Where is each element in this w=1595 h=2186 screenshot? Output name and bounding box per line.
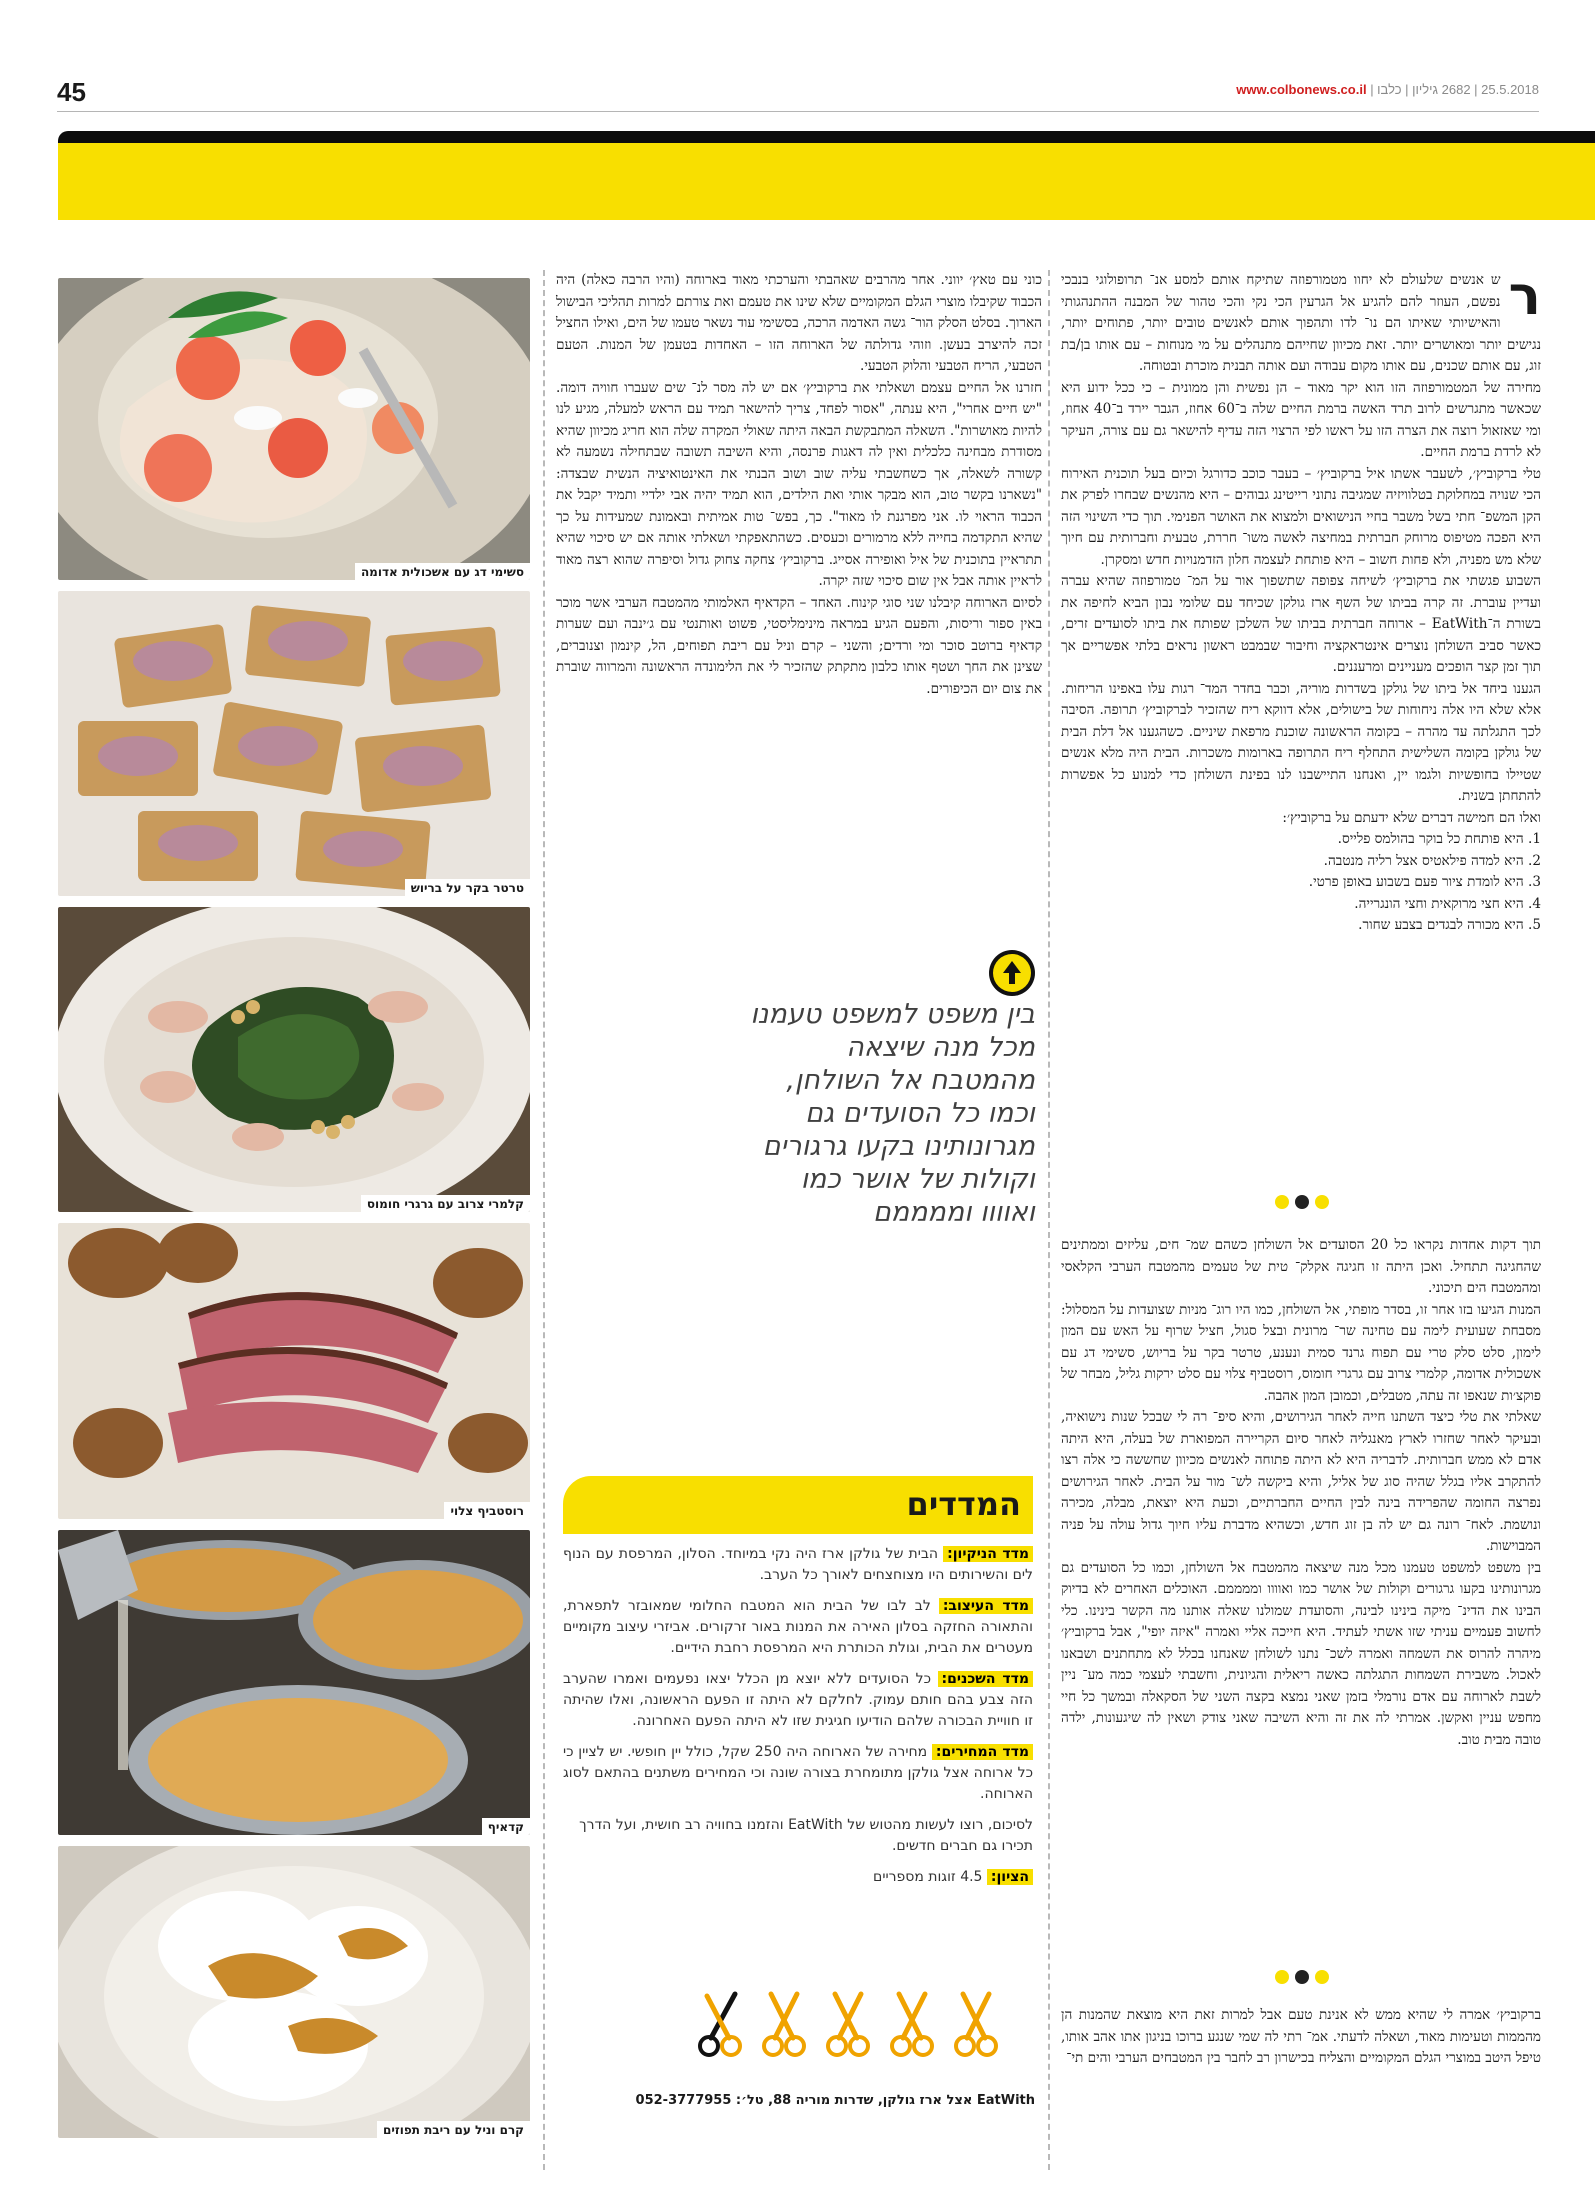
metrics-header: [563, 1476, 1033, 1534]
list-item: 4. היא חצי מרוקאית וחצי הונגרייה.: [1354, 895, 1541, 912]
metric-cleanliness: [563, 1544, 1033, 1586]
article-column-middle: [556, 270, 1042, 700]
photo-caption: קרם וניל עם ריבת תפוזים: [377, 2121, 530, 2138]
metric-label: מדד הניקיון:: [943, 1546, 1033, 1562]
article-column-right-end: [1061, 2005, 1541, 2070]
section-divider-stars: [1275, 1195, 1329, 1209]
article-paragraph: לסיום הארוחה קיבלנו שני סוגי קינוח. האחד – הקדאיף האלמותי מהמטבח הערבי אשר מוכר באין ספור וריסות, והפעם הגיע במראה מינימליסטי, פשוט ואותנטי עם ג׳ינבה ועם שערות קדאיף ברוטב סוכר ומי ורדים; והשני – קרם וניל עם ריבת תפוחים, הל, קינמון וצנוברים, שצינן את החך ושטף אותו כלבון מתקתק שהזכיר לי את הלימונדה הראשונה והמרווה שוברת את צום יום הכיפורים.: [556, 594, 1042, 697]
page-header: [57, 72, 1539, 112]
article-paragraph: טלי ברקוביץ׳, לשעבר אשתו איל ברקוביץ׳ – בעבר כוכב כדורגל וכיום בעל תוכנית האירוח הכי שנויה במחלוקת בטלוויזיה שמגיבה נתוני רייטינג גבוהים – היא מהנשים שבחרו לפרק את הקן המשפ־ חתי בשל משבר בחיי הנישואים ולמצוא את האושר הפנימי. תוך כדי השינוי הזה היא הפכה מטיפוס מרוחק חברתית במחיצה לאשה משו־ חררת, טבעית וחברותית עם חיוך שלא מש מפניה, ולא פחות חשוב – היא פותחת לעצמה חלון הזדמנויות חדש ומסקרן.: [1061, 465, 1541, 568]
article-paragraph: ברקוביץ׳ אמרה לי שהיא ממש לא אנינת טעם אבל למרות זאת היא מוצאת שהמנות הן מהממות וטעימות מאוד, ושאלה לדעתי. אמ־ רתי לה שמי שנגע ברוכו בניגון אתו אהב אותו, טיפל היטב במוצרי הגלם המקומיים והצליח בכישרון רב לחבר בין המטבחים הערבי והים תי־: [1061, 2007, 1541, 2066]
scissors-icon: [695, 1990, 745, 2064]
scissors-icon: [759, 1990, 809, 2064]
list-item: 3. היא לומדת ציור פעם בשבוע באופן פרטי.: [1308, 874, 1541, 890]
score-label: הציון:: [987, 1869, 1033, 1885]
metrics-title: המדדים: [906, 1485, 1021, 1523]
metric-label: מדד העיצוב:: [939, 1598, 1033, 1614]
scissors-icon: [823, 1990, 873, 2064]
metric-design: [563, 1596, 1033, 1659]
article-paragraph: הגענו ביחד אל ביתו של גולקן בשדרות מוריה, וכבר בחדר המד־ רגות עלו באפינו הריחות. אלא שלא היו אלה ניחוחות של בישולים, אלא דווקא ריח שהזכיר לברקוביץ׳ תרופה. הסיבה לכך התגלתה עד מהרה – בקומה הראשונה שוכנת מרפאת שיניים. כשהגענו אל דלת הבית של גולקן בקומה השלישית התחלף ריח התרופה בארומות משכרות. הבית היה מלא אנשים שטיילו בחופשיות ולגמו יין, ואנחנו התיישבנו לנו בפינת השולחן כדי למנוע כל אפשרות להתחתן בשנית.: [1061, 680, 1541, 804]
photo-caption: סשימי דג עם אשכולית אדומה: [355, 563, 530, 580]
metric-text: מחירה של הארוחה היה 250 שקל, כולל יין חופשי. יש לציין כי כל ארוחה אצל גולקן מתומחרת בצורה שונה וכי המחירים משתנים בהתאם לסוג הארוחה.: [563, 1744, 1033, 1802]
list-item: 5. היא מכורה לבגדים בצבע שחור.: [1358, 917, 1541, 933]
photo-caption: רוסטביף צלוי: [444, 1502, 530, 1519]
star-dot-icon: [1275, 1195, 1289, 1209]
photo-caption: טרטר בקר על בריוש: [405, 879, 530, 896]
column-divider: [543, 270, 545, 2170]
facts-list: [1061, 829, 1541, 937]
masthead: [1236, 82, 1539, 97]
yellow-title-band: [58, 143, 1595, 220]
list-item: 1. היא פותחת כל בוקר בהולמס פלייס.: [1337, 831, 1541, 847]
article-column-right-continued: [1061, 1235, 1541, 1751]
list-item: 2. היא למדה פילאטיס אצל רליה מנטבה.: [1323, 852, 1541, 869]
metrics-summary: לסיכום, רוצו לעשות מהטוש של EatWith והזמנו בחוויה רב חושית, ועל הדרך תכירו גם חברים חדשים.: [579, 1817, 1033, 1854]
article-paragraph: המנות הגיעו בזו אחר זו, בסדר מופתי, אל השולחן, כמו היו רוג־ מניות שצועדות על המסלול: מסבחת שעועית לימה עם טחינה שר־ מרונית ובצל סגול, חציל שרוף על האש עם המון לימון, סלט סלק טרי עם תפוח גרנד סמית ונענע, טרטר בקר על בריוש, סשימי דג עם אשכולית אדומה, קלמרי צרוב עם גרגרי חומוס, רוסטביף צלוי עם סלט ירקות גליל, מבחר של פוקצ׳ות שנאפו זה עתה, מטבלים, וכמובן המון אהבה.: [1061, 1301, 1541, 1404]
article-paragraph: בין משפט למשפט טעמנו מכל מנה שיצאה מהמטבח אל השולחן, וכמו כל הסועדים גם מגרונותינו בקעו גרגורים וקולות של אושר כמו ואוווו וממממם. האוכלים האחרים לא בדיוק הבינו את הדינ־ מיקה בינינו לבינה, והסועדת שמולנו שאלה אותנו מה הקשר בינינו. כלי לחשוב פעמיים עניתי שזו אשתי לעתיד. היא חייכה אליי ואמרה "איזה יופי", אבל ברקוביץ׳ מיהרה להרוס את השמחה ואמרה לשכ־ נתנו לשולחן שאנחנו בכלל לא מתחתנים ושבאנו לאכול. משבירת השמחות התגלתה כאשה ריאלית והגיונית, וחשבתי לעצמי כמה מע־ ניין לשבת לארוחה עם אדם נורמלי בזמן שאני נמצא בקצה השני של הסקאלה ובמשך כל חיי מחפש עניין ואקשן. אמרתי לה את זה והיא השיבה שאני צודק ושאין לה שיגעונות, ילדה טובה מבית טוב.: [1061, 1559, 1541, 1748]
article-paragraph: מחירה של המטמורפוזה הזו הוא יקר מאוד – הן נפשית והן ממונית – כי ככל ידוע היא שכאשר מתגרשים לרוב תרד האשה ברמת החיים שלה ב־60 אחוז, הגבר יירד ב־40 אחוז, ומי שאזאול רוצה את הצרה הזו על ראשו לפי הרצוי הזה עדיף להישאר גם עם צורה, העיקר לא לרדת ברמת החיים.: [1061, 379, 1541, 460]
metric-text: הבית של גולקן ארז היה נקי במיוחד. הסלון, המרפסת עם הנוף לים והשירותים היו מצוחצחים לאורך כל הערב.: [563, 1546, 1033, 1583]
article-column-right: [1061, 264, 1541, 937]
section-divider-stars: [1275, 1970, 1329, 1984]
article-paragraph: ש אנשים שלעולם לא יחוו מטמורפוזה שתיקח אותם למסע אנ־ תרופולוגי בנבכי נפשם, העוזר להם להגיע אל הגרעין הכי נקי והכי טהור של המבנה ההתנהגותי והאישיותי שאיתו הם נו־ לדו ותהפוך אותם לאנשים טובים יותר, פתוחים יותר, נגישים יותר ומאושרים יותר. זאת מכיוון שחייהם מתנהלים על מי מנוחות – עם אותו בן/בת זוג, עם אותם שכנים, עם אותו מקום עבודה ועם אותה תבנית מוכרת ובטוחה.: [1061, 272, 1541, 374]
photo-kadaif: [58, 1530, 530, 1835]
article-paragraph: כוני עם טאץ׳ יווני. אחר מהרבים שאהבתי והערכתי מאוד בארוחה (והיו הרבה כאלה) היה הכבוד שקיבלו מוצרי הגלם המקומיים שלא שינו את טעמם ואת צורתם למרות תהליכי הבישול הארוך. בסלט הסלק הור־ גשה האדמה הרכה, בסשימי עוד נשאר טעמו של הים, ואילו החציל זכה להיצרב בעשן. וזוהי גדולתה של הארוחה הזו – האחדות בטעמן של המנות. הטעם הטבעי, הריח הטבעי והלוק הטבעי.: [556, 272, 1042, 374]
pull-quote-text: בין משפט למשפט טעמנו מכל מנה שיצאה מהמטבח אל השולחן, וכמו כל הסועדים גם מגרונותינו בקעו גרגורים וקולות של אושר כמו ואוווו וממממם: [750, 999, 1035, 1228]
metric-label: מדד המחירים:: [932, 1744, 1033, 1760]
photo-caption: קלמרי צרוב עם גרגרי חומוס: [361, 1195, 530, 1212]
photo-column: [58, 278, 530, 2149]
photo-sashimi: [58, 278, 530, 580]
metric-label: מדד השכנים:: [938, 1671, 1033, 1687]
arrow-up-icon: [989, 950, 1035, 996]
star-dot-icon: [1275, 1970, 1289, 1984]
scissors-icon: [951, 1990, 1001, 2064]
photo-roastbeef: [58, 1223, 530, 1519]
article-paragraph: השבוע פגשתי את ברקוביץ׳ לשיחה צפופה שתשפוך אור על המ־ טמורפוזה שהיא עברה ועדיין עוברת. זה קרה בביתו של השף ארז גולקן שכיחד עם שלומי נבון הביא לחיפה את בשורת ה־EatWith – ארוחה חברתית בביתו של השלכן שפותח את ביתו לסועדים זרים, כאשר סביב השולחן נוצרים אינטראקציה וחיבור שבמבט ראשון נראים בלתי אפשריים אך תוך זמן קצר הופכים מעניינים ומרעננים.: [1061, 573, 1541, 675]
photo-vanilla-cream: [58, 1846, 530, 2138]
metric-score: [563, 1867, 1033, 1888]
page-number: 45: [57, 77, 86, 107]
masthead-site-link[interactable]: www.colbonews.co.il: [1236, 82, 1367, 97]
metric-text: כל הסועדים ללא יוצא מן הכלל יצאו נפעמים ואמרו שהערב הזה צבע בהם חותם עמוק. לחלקם לא היתה זו הפעם הראשונה, ואלו שהיתה זו חוויית הבכורה שלהם הודיעו חגיגית שזו לא היתה הפעם האחרונה.: [563, 1671, 1033, 1729]
star-dot-icon: [1295, 1195, 1309, 1209]
scissors-icon: [887, 1990, 937, 2064]
article-paragraph: שאלתי את טלי כיצד השתנו חייה לאחר הגירושים, והיא סיפ־ רה לי שבכל שנות נישואיה, ובעיקר לאחר שחזרו לארץ מאנגליה לאחר סיום הקריירה המפוארת של בעלה, היא היתה אדם לא ממש חברותית. לדבריה היא לא היתה פתוחה לאנשים מכיוון שחששה כי אלה רצו להתקרב אליו בגלל שהיה סוג של אליל, והיא ביקשה לש־ מור על הבית. לאחר הגירושים נפרצה החומה שהפרידה בינה לבין החיים החברתיים, וכעת היא יוצאת, מבלה, מכירה ונושמת. לאח־ רונה גם יש לה בן זוג חדש, וכשהיא מדברת עליו חיוך גדול עולה על פניה המבוישות.: [1061, 1409, 1541, 1554]
article-paragraph: חזרנו אל החיים עצמם ושאלתי את ברקוביץ׳ אם יש לה מסר לנ־ שים שעברו חוויה דומה. "יש חיים אחרי", היא ענתה, "אסור לפחד, צריך להישאר תמיד עם הראש למעלה, מגיע לנו להיות מאושרות". השאלה המתבקשת הבאה היתה שאולי המקרה שלה הוא חריג מכיוון שהיא מסודרת מבחינה כלכלית ואין לה דאגות פרנסה, והיא השיבה תשובה שבתחילה נשמעה לא קשורה לשאלה, אך כשחשבתי עליה שוב ושוב הבנתי את האינטואיציה הנשית שבצדה: "נשארנו בקשר טוב, הוא מבקר אותי ואת הילדים, הוא תמיד יהיה אבי ילדיי ותמיד יקבל את הכבוד הראוי לו. אני מפרגנת לו מאוד". כך, בפש־ טות אמיתית ובאמונת שמעידות על כך שהיא התקדמה בחייה ללא מרמורים וכעסים. כשהתאפקתי ושאלתי אותה אם יש סיכוי שהיא תתראיין בתוכנית של איל ואופירה אסייג. ברקוביץ׳ צחקה צחוק גדול וסיפרה שהוא רצה מאוד לראיין אותה אבל אין שום סיכוי שזה יקרה.: [556, 379, 1042, 589]
column-divider: [1048, 270, 1050, 2170]
score-text: 4.5 זוגות מספריים: [873, 1869, 987, 1885]
scissors-rating: [695, 1990, 1001, 2064]
masthead-info: 25.5.2018 | 2682 גיליון | כלבו |: [1370, 82, 1539, 97]
photo-calamari: [58, 907, 530, 1212]
metric-text: לב לבו של הבית הוא המטבח החלומי שמאובזר לתפארת, והתאורה החזקה בסלון האירה את המנות באור זרקורים. אביזרי עיצוב מקומיים מעטרים את הבית, וגולת הכותרת היא המרפסת רחבת הידיים.: [563, 1598, 1033, 1656]
venue-contact-line: EatWith אצל ארז גולקן, שדרות מוריה 88, טל׳: 052-3777955: [635, 2093, 1035, 2108]
black-top-bar: [58, 131, 1595, 143]
article-paragraph: תוך דקות אחדות נקראו כל 20 הסועדים אל השולחן כשהם שמ־ חים, עליזים וממתינים שהחגיגה תתחיל. ואכן היתה זו חגיגה אקלק־ טית של טעמים מהמטבח הערבי הקלאסי ומהמטבח הים תיכוני.: [1061, 1237, 1541, 1296]
photo-caption: קדאיף: [482, 1818, 530, 1835]
metrics-box: [563, 1476, 1033, 1888]
star-dot-icon: [1295, 1970, 1309, 1984]
metric-neighbors: [563, 1669, 1033, 1732]
metric-prices: [563, 1742, 1033, 1805]
star-dot-icon: [1315, 1195, 1329, 1209]
photo-tartare: [58, 591, 530, 896]
star-dot-icon: [1315, 1970, 1329, 1984]
list-intro: ואלו הם חמישה דברים שלא ידעתם על ברקוביץ׳:: [1282, 809, 1541, 826]
drop-cap: ר: [1508, 264, 1541, 327]
